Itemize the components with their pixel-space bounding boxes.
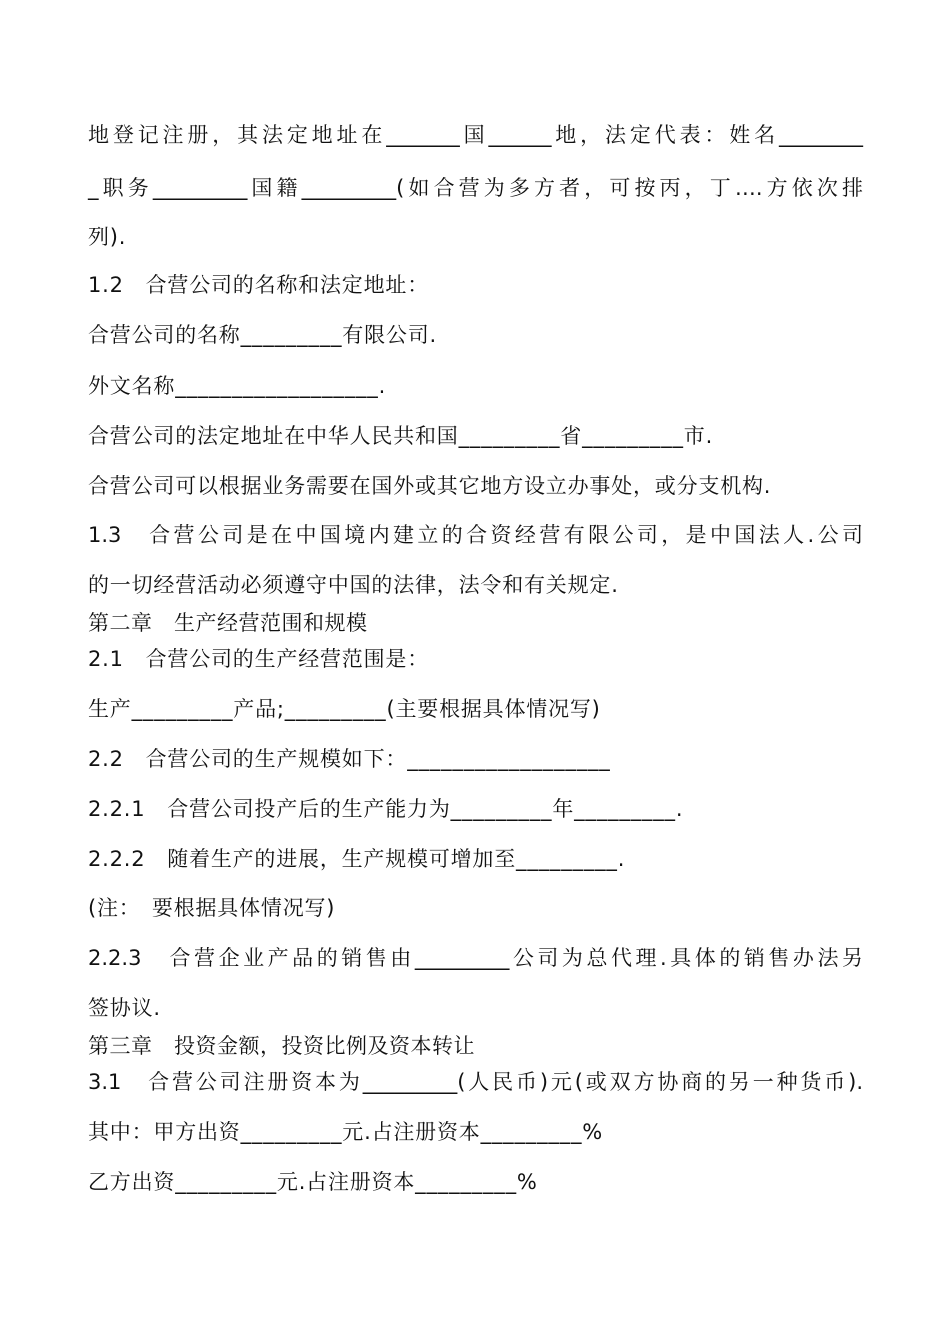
section-1-2: 1.2 合营公司的名称和法定地址：	[88, 273, 429, 297]
chapter-3-heading: 第三章 投资金额，投资比例及资本转让	[88, 1034, 475, 1058]
chapter-2-heading: 第二章 生产经营范围和规模	[88, 611, 368, 635]
text-line-10: 的一切经营活动必须遵守中国的法律，法令和有关规定.	[88, 573, 619, 597]
text-line-8: 合营公司可以根据业务需要在国外或其它地方设立办事处，或分支机构.	[88, 474, 772, 498]
section-2-2-1: 2.2.1 合营公司投产后的生产能力为_________年_________.	[88, 797, 684, 821]
text-line-13: 生产_________产品;_________(主要根据具体情况写)	[88, 697, 601, 721]
section-2-2: 2.2 合营公司的生产规模如下：__________________	[88, 747, 611, 771]
text-line-22: 其中：甲方出资_________元.占注册资本_________%	[88, 1120, 604, 1144]
note-line: (注： 要根据具体情况写)	[88, 896, 336, 920]
section-1-3: 1.3 合营公司是在中国境内建立的合资经营有限公司，是中国法人.公司	[88, 523, 863, 547]
text-line-23: 乙方出资_________元.占注册资本_________%	[88, 1170, 538, 1194]
text-line-5: 合营公司的名称_________有限公司.	[88, 323, 437, 347]
text-line-6: 外文名称__________________.	[88, 374, 387, 398]
section-2-1: 2.1 合营公司的生产经营范围是：	[88, 647, 429, 671]
section-3-1: 3.1 合营公司注册资本为_________(人民币)元(或双方协商的另一种货币).	[88, 1070, 863, 1094]
text-line-1: 地登记注册，其法定地址在_______国______地，法定代表：姓名________	[88, 123, 863, 147]
section-2-2-3: 2.2.3 合营企业产品的销售由_________公司为总代理.具体的销售办法另	[88, 946, 863, 970]
text-line-2: _职务_________国籍_________(如合营为多方者，可按丙，丁….方依次排	[88, 176, 863, 200]
text-line-3: 列).	[88, 225, 127, 249]
text-line-19: 签协议.	[88, 996, 161, 1020]
section-2-2-2: 2.2.2 随着生产的进展，生产规模可增加至_________.	[88, 847, 626, 871]
text-line-7: 合营公司的法定地址在中华人民共和国_________省_________市.	[88, 424, 714, 448]
